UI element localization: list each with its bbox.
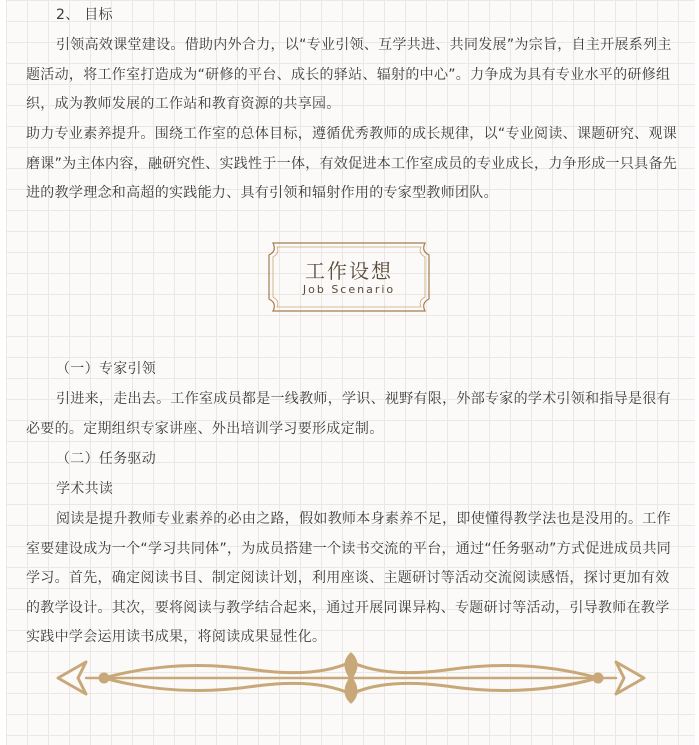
ornamental-divider <box>56 652 646 704</box>
goal-paragraph-2: 助力专业素养提升。围绕工作室的总体目标，遵循优秀教师的成长规律，以“专业阅读、课题研究、观课磨课”为主体内容，融研究性、实践性于一体，有效促进本工作室成员的专业成长，力争形成一只具备先进的教学理念和高超的实践能力、具有引领和辐射作用的专家型教师团队。 <box>26 126 678 201</box>
item2-paragraph: 阅读是提升教师专业素养的必由之路，假如教师本身素养不足，即使懂得教学法也是没用的。工作室要建设成为一个“学习共同体”，为成员搭建一个读书交流的平台，通过“任务驱动”方式促进成员共同学习。首先，确定阅读书目、制定阅读计划，利用座谈、主题研讨等活动交流阅读感悟，探讨更加有效的教学设计。其次，要将阅读与教学结合起来，通过开展同课异构、专题研讨等活动，引导教师在教学实践中学会运用读书成果，将阅读成果显性化。 <box>26 511 672 645</box>
section-title: 工作设想 <box>305 259 393 283</box>
article-page <box>6 0 695 745</box>
item2-heading: （二）任务驱动 <box>56 451 157 467</box>
item1-heading: （一）专家引领 <box>56 361 157 377</box>
section-title-badge <box>263 237 435 317</box>
section-subtitle: Job Scenario <box>302 283 396 296</box>
item1-paragraph: 引进来，走出去。工作室成员都是一线教师，学识、视野有限，外部专家的学术引领和指导是很有必要的。定期组织专家讲座、外出培训学习要形成定制。 <box>26 391 671 437</box>
item2-subheading: 学术共读 <box>56 481 114 497</box>
goal-heading: 2、 目标 <box>56 7 113 23</box>
goal-paragraph-1: 引领高效课堂建设。借助内外合力，以“专业引领、互学共进、共同发展”为宗旨，自主开展系列主题活动，将工作室打造成为“研修的平台、成长的驿站、辐射的中心”。力争成为具有专业水平的研修组织，成为教师发展的工作站和教育资源的共享园。 <box>26 37 672 112</box>
